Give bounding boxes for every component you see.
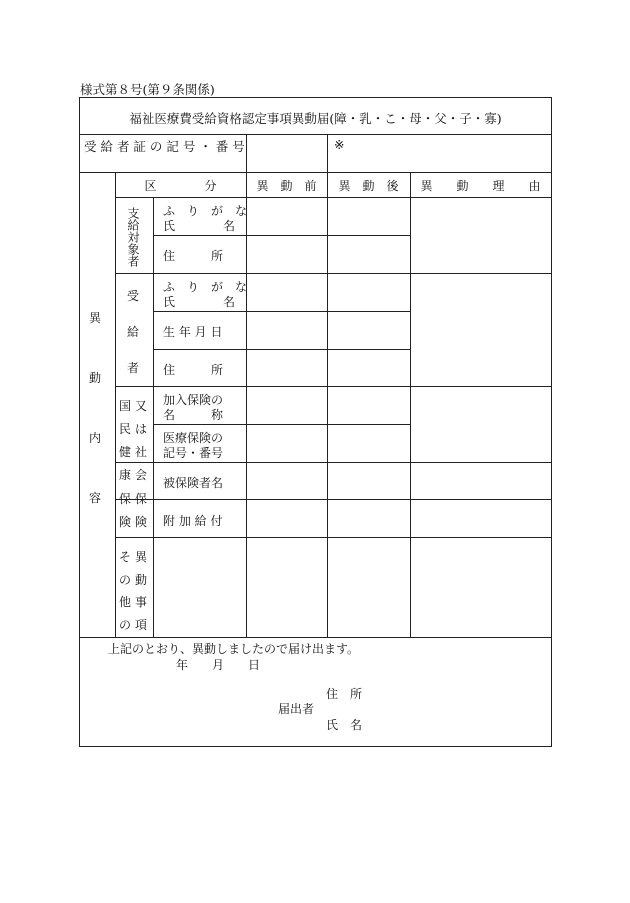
- side-label-you: 容: [89, 491, 102, 505]
- group-jukyusha-2: 給: [127, 325, 140, 339]
- label-shimei-2: 氏 名: [163, 295, 236, 309]
- header-before: 異 動 前: [256, 179, 317, 193]
- header-reason: 異 動 理 由: [420, 179, 541, 193]
- statement: 上記のとおり、異動しましたので届け出ます。: [108, 642, 360, 656]
- label-kanyu-hoken-1: 加入保険の: [163, 393, 224, 407]
- form-title: 福祉医療費受給資格認定事項異動届(障・乳・こ・母・父・子・寡): [129, 111, 502, 126]
- applicant-address-label: 住 所: [326, 687, 363, 701]
- date-line: 年 月 日: [176, 658, 261, 672]
- label-jusho-2: 住 所: [163, 363, 224, 377]
- side-label-do: 動: [89, 371, 102, 385]
- label-furigana-2: ふ り が な: [163, 280, 248, 294]
- official-use-mark: ※: [334, 137, 345, 152]
- side-label-nai: 内: [89, 431, 102, 445]
- label-jusho-1: 住 所: [163, 249, 224, 263]
- group-jukyusha-3: 者: [127, 361, 140, 375]
- header-after: 異 動 後: [338, 179, 399, 193]
- side-label-i: 異: [89, 311, 102, 325]
- applicant-name-label: 氏 名: [326, 718, 363, 732]
- form-number: 様式第８号(第９条関係): [80, 82, 215, 97]
- label-hihokensha: 被保険者名: [163, 476, 224, 490]
- label-birthdate: 生 年 月 日: [163, 325, 223, 339]
- cert-number-label: 受 給 者 証 の 記 号 ・ 番 号: [84, 139, 245, 154]
- label-fuka-kyufu: 附 加 給 付: [163, 514, 223, 528]
- header-kubun: 区 分: [144, 179, 217, 193]
- label-iryo-hoken-2: 記号・番号: [163, 446, 224, 460]
- label-furigana-1: ふ り が な: [163, 204, 248, 218]
- label-kanyu-hoken-2: 名 称: [163, 408, 224, 422]
- group-shikyu-taishosha: 支給対象者: [126, 207, 140, 267]
- label-iryo-hoken-1: 医療保険の: [163, 431, 224, 445]
- label-shimei-1: 氏 名: [163, 219, 236, 233]
- applicant-label: 届出者: [278, 702, 315, 716]
- group-jukyusha-1: 受: [127, 289, 140, 303]
